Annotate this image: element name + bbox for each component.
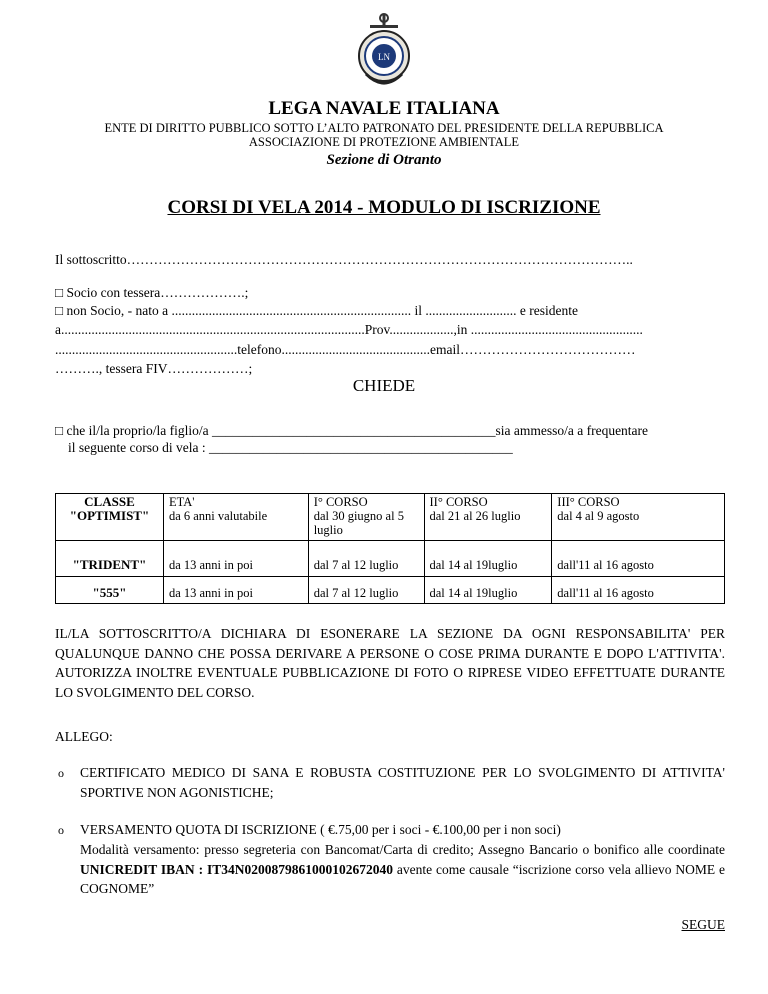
chiede-heading: CHIEDE <box>352 376 416 395</box>
class-555: "555" <box>56 577 164 604</box>
optimist-corso-2: dal 21 al 26 luglio <box>429 509 521 523</box>
document-title: CORSI DI VELA 2014 - MODULO DI ISCRIZIONE <box>167 197 601 218</box>
iban: UNICREDIT IBAN : IT34N0200879861000102672040 <box>80 861 393 877</box>
optimist-eta: da 6 anni valutabile <box>168 509 268 523</box>
cell <box>163 494 308 541</box>
r555-corso-1: dal 7 al 12 luglio <box>308 577 424 604</box>
trident-eta: da 13 anni in poi <box>163 541 308 577</box>
class-optimist: CLASSE "OPTIMIST" <box>56 494 164 541</box>
optimist-corso-1: dal 30 giugno al 5 luglio <box>313 509 404 537</box>
cell <box>308 494 424 541</box>
bullet: o <box>58 766 64 780</box>
course-table <box>55 493 725 604</box>
attachment-payment-details <box>80 840 725 899</box>
table-row <box>56 541 725 577</box>
trident-corso-1: dal 7 al 12 luglio <box>308 541 424 577</box>
attachment-payment-title: VERSAMENTO QUOTA DI ISCRIZIONE ( €.75,00 per i soci - €.100,00 per i non soci) <box>80 822 561 837</box>
org-subtitle-1: ENTE DI DIRITTO PUBBLICO SOTTO L’ALTO PATRONATO DEL PRESIDENTE DELLA REPUBBLICA <box>104 121 664 135</box>
non-socio-line: □ non Socio, - nato a ....................................................................... il ........................... e residente <box>55 303 578 318</box>
allego-label: ALLEGO: <box>55 729 113 744</box>
corso-1-header: I° CORSO <box>313 495 368 509</box>
payment-text-a: Modalità versamento: presso segreteria con Bancomat/Carta di credito; Assegno Bancario o bonifico alle coordinate <box>80 842 725 857</box>
socio-line: □ Socio con tessera……………….; <box>55 285 249 300</box>
org-subtitle-2: ASSOCIAZIONE DI PROTEZIONE AMBIENTALE <box>248 135 520 149</box>
fiv-line: ………., tessera FIV………………; <box>55 361 253 376</box>
table-row <box>56 494 725 541</box>
trident-corso-2: dal 14 al 19luglio <box>424 541 552 577</box>
svg-text:LN: LN <box>378 52 390 62</box>
trident-corso-3: dall'11 al 16 agosto <box>552 541 725 577</box>
corso-3-header: III° CORSO <box>557 495 620 509</box>
residence-line: a..........................................................................................Prov...................,in ................................................... <box>55 322 643 337</box>
corso-2-header: II° CORSO <box>429 495 488 509</box>
r555-eta: da 13 anni in poi <box>163 577 308 604</box>
sottoscritto-line: Il sottoscritto………………………………………………………………………………………………….. <box>55 252 633 267</box>
section-name: Sezione di Otranto <box>326 152 442 168</box>
request-line-2: il seguente corso di vela : _____________________________________________ <box>68 440 513 455</box>
lega-navale-logo <box>356 12 412 88</box>
segue-label: SEGUE <box>681 917 725 932</box>
optimist-corso-3: dal 4 al 9 agosto <box>557 509 640 523</box>
attachment-medical: CERTIFICATO MEDICO DI SANA E ROBUSTA COSTITUZIONE PER LO SVOLGIMENTO DI ATTIVITA' SPORTIVE NON AGONISTICHE; <box>80 765 725 800</box>
r555-corso-2: dal 14 al 19luglio <box>424 577 552 604</box>
org-name: LEGA NAVALE ITALIANA <box>268 98 500 119</box>
class-trident: "TRIDENT" <box>56 541 164 577</box>
contact-line: ......................................................telefono............................................email………………………………… <box>55 342 636 357</box>
eta-header: ETA' <box>168 495 195 509</box>
r555-corso-3: dall'11 al 16 agosto <box>552 577 725 604</box>
payment-text-b: avente come causale “iscrizione corso vela allievo NOME e COGNOME” <box>80 861 725 896</box>
table-row <box>56 577 725 604</box>
cell <box>552 494 725 541</box>
cell <box>424 494 552 541</box>
declaration-text: IL/LA SOTTOSCRITTO/A DICHIARA DI ESONERARE LA SEZIONE DA OGNI RESPONSABILITA' PER QUALUNQUE DANNO CHE POSSA DERIVARE A PERSONE O COSE PRIMA DURANTE E DOPO L'ATTIVITA'. AUTORIZZA INOLTRE EVENTUALE PUBBLICAZIONE DI FOTO O RIPRESE VIDEO EFFETTUATE DURANTE LO SVOLGIMENTO DEL CORSO. <box>55 626 725 700</box>
request-line-1: □ che il/la proprio/la figlio/a __________________________________________sia ammesso/a a frequentare <box>55 423 649 438</box>
bullet: o <box>58 823 64 837</box>
